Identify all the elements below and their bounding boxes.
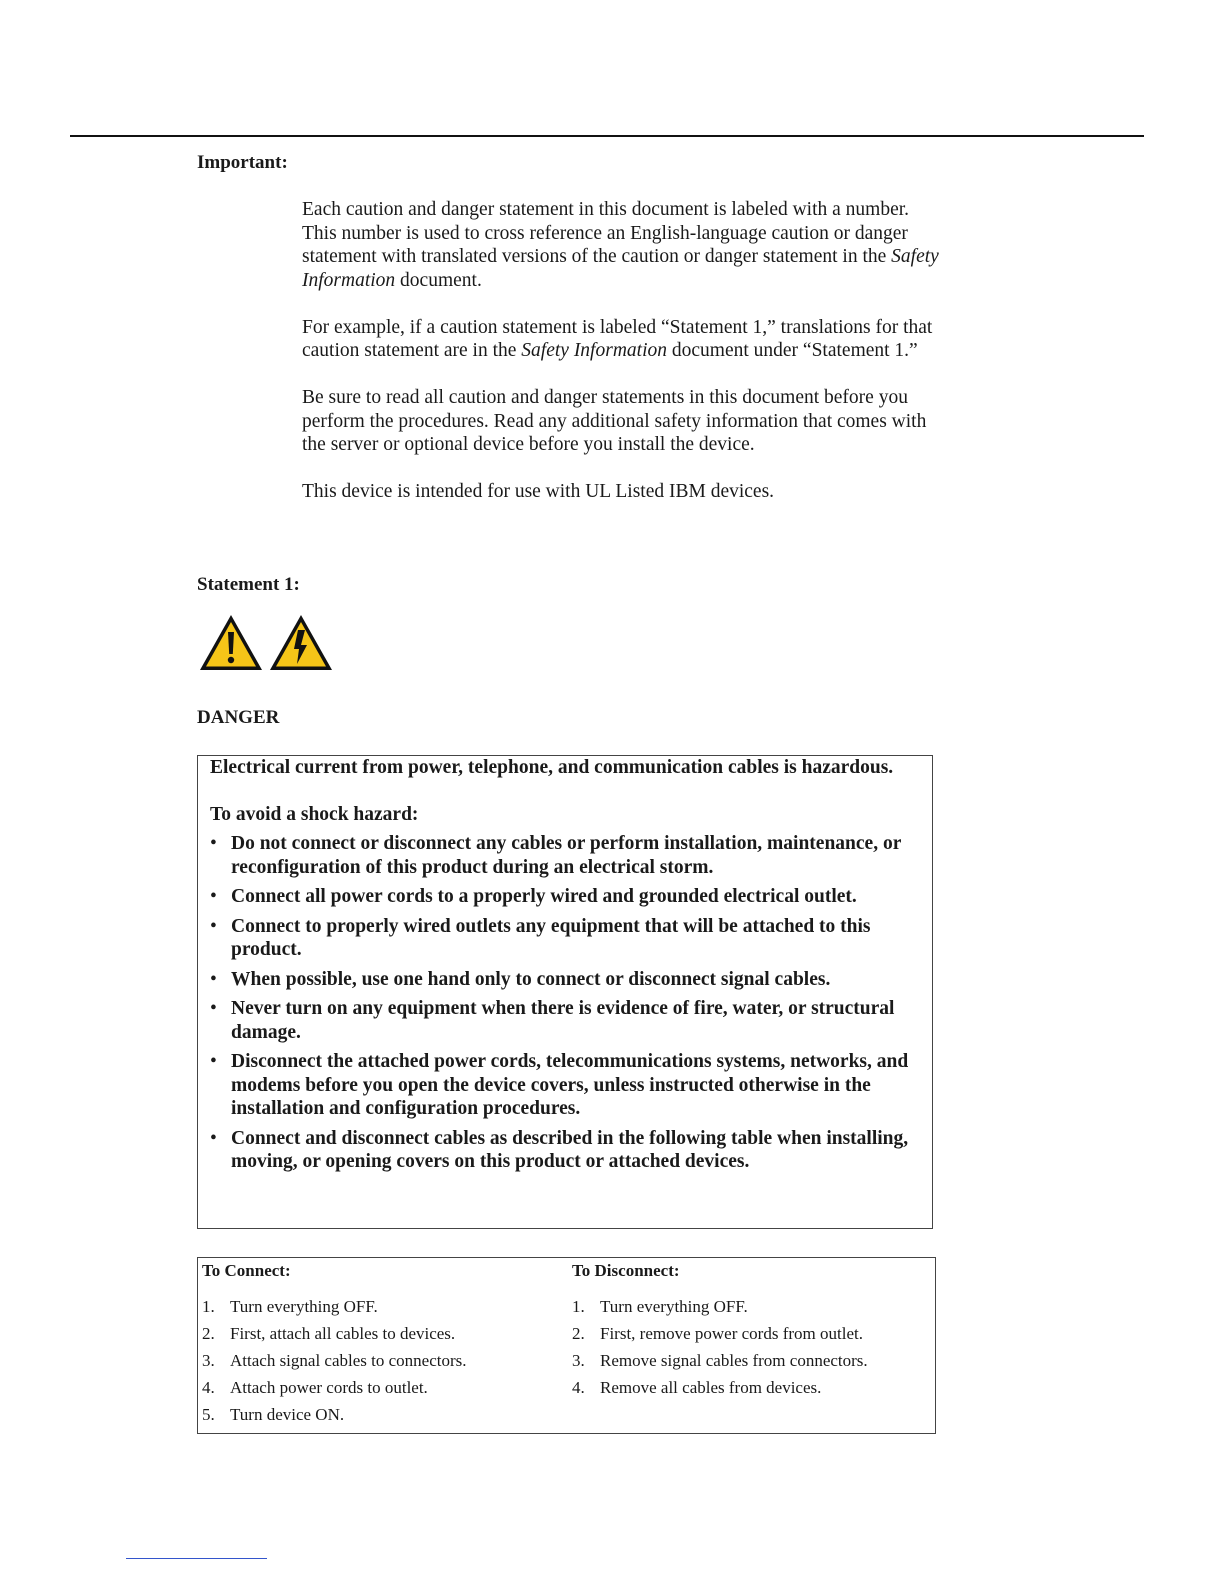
disconnect-step: 4. Remove all cables from devices. (572, 1378, 822, 1397)
list-item: • Connect all power cords to a properly wired and grounded electrical outlet. (210, 886, 857, 907)
list-item: • Never turn on any equipment when there is evidence of fire, water, or structural damage. (210, 998, 895, 1043)
connect-step: 5. Turn device ON. (202, 1405, 345, 1424)
connect-step: 2. First, attach all cables to devices. (202, 1324, 456, 1343)
top-rule (70, 135, 1144, 137)
connect-step: 3. Attach signal cables to connectors. (202, 1351, 467, 1370)
list-item: • Disconnect the attached power cords, telecommunications systems, networks, and modems before you open the device covers, unless instructed otherwise in the installation and configuration procedures. (210, 1051, 909, 1119)
bullet: • (210, 968, 217, 990)
list-item: • When possible, use one hand only to connect or disconnect signal cables. (210, 968, 831, 990)
bullet: • (210, 1051, 217, 1072)
safety-information-title: Safety Information (302, 246, 939, 291)
connect-header: To Connect: (202, 1261, 291, 1280)
bullet: • (210, 915, 217, 937)
paragraph-2: For example, if a caution statement is labeled “Statement 1,” translations for that caution statement are in the Safety Information document under “Statement 1.” (302, 316, 933, 361)
disconnect-step: 2. First, remove power cords from outlet. (572, 1324, 863, 1343)
hazard-icons (199, 612, 335, 672)
important-heading: Important: (197, 152, 288, 173)
safety-information-title: Safety Information (521, 340, 667, 361)
list-item: • Connect to properly wired outlets any equipment that will be attached to this product. (210, 915, 871, 960)
danger-heading: DANGER (197, 707, 280, 728)
danger-lead: To avoid a shock hazard: (210, 803, 419, 825)
danger-box (197, 755, 933, 1229)
list-item: • Connect and disconnect cables as described in the following table when installing, moving, or opening covers on this product or attached devices. (210, 1127, 909, 1172)
list-item: • Do not connect or disconnect any cables or perform installation, maintenance, or reconfiguration of this product during an electrical storm. (210, 833, 901, 878)
important-body (302, 198, 942, 527)
warning-exclamation-icon (200, 615, 262, 670)
paragraph-4: This device is intended for use with UL Listed IBM devices. (302, 481, 775, 502)
footer-rule (126, 1558, 267, 1559)
disconnect-step: 3. Remove signal cables from connectors. (572, 1351, 868, 1370)
paragraph-3: Be sure to read all caution and danger statements in this document before you perform the procedures. Read any additional safety information that comes with the server or optional device before you install the device. (302, 387, 927, 455)
electrical-hazard-icon (270, 615, 332, 670)
danger-list (210, 832, 925, 1174)
paragraph-1: Each caution and danger statement in this document is labeled with a number. This number is used to cross reference an English-language caution or danger statement with translated versions of the caution or danger statement in the Safety Information document. (302, 199, 939, 291)
connect-step: 4. Attach power cords to outlet. (202, 1378, 428, 1397)
disconnect-step: 1. Turn everything OFF. (572, 1297, 748, 1316)
statement-heading: Statement 1: (197, 574, 300, 595)
bullet: • (210, 998, 217, 1019)
bullet: • (210, 1127, 217, 1149)
bullet: • (210, 833, 217, 854)
connect-step: 1. Turn everything OFF. (202, 1297, 378, 1316)
disconnect-header: To Disconnect: (572, 1261, 680, 1280)
danger-intro: Electrical current from power, telephone, and communication cables is hazardous. (210, 757, 894, 778)
bullet: • (210, 886, 217, 907)
cable-table (197, 1257, 936, 1434)
